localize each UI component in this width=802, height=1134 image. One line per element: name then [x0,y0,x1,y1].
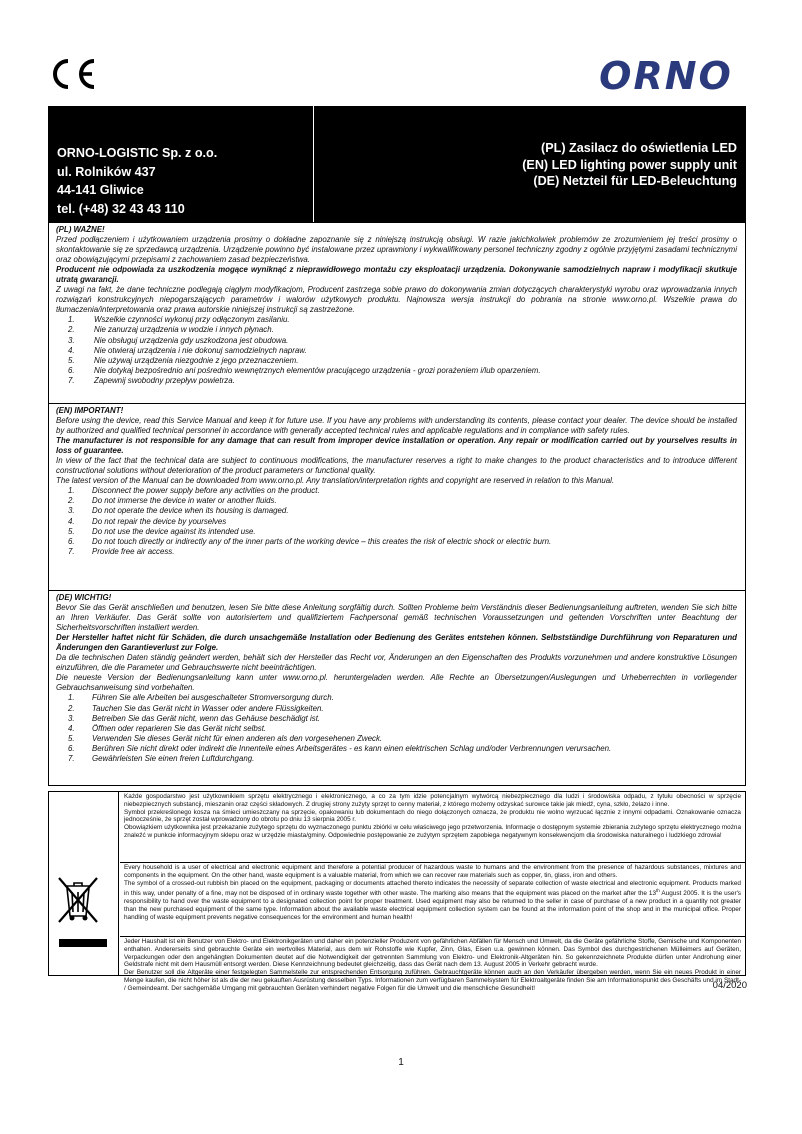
section-en-intro: Before using the device, read this Service Manual and keep it for future use. If you have any problems with understanding its contents, please contact your dealer. The device should be installed by authorized and qualified technical personnel in accordance with generally accepted technical rules and applicable regulations and in compliance with safety rules. [56,416,737,436]
company-city: 44-141 Gliwice [57,183,144,197]
weee-en-p1: Every household is a user of electrical and electronic equipment and therefore a potential producer of hazardous waste to humans and the environment from the presence of hazardous substances, mixtures and components in the equipment. On the other hand, waste equipment is a valuable material, from which we can recover raw materials such as copper, tin, glass, iron and others. [124,864,741,879]
section-de-warning: Der Hersteller haftet nicht für Schäden, die durch unsachgemäße Installation oder Bedienung des Gerätes entstehen können. Selbstständige Durchführung von Reparaturen und Änderungen den Garantieverlust zur Folge. [56,633,737,653]
section-pl [49,222,745,403]
list-item: 3. Betreiben Sie das Gerät nicht, wenn das Gehäuse beschädigt ist. [68,713,321,723]
list-item: 2. Nie zanurzaj urządzenia w wodzie i innych płynach. [68,325,274,335]
section-en [49,403,745,590]
list-item: 1. Führen Sie alle Arbeiten bei ausgeschalteter Stromversorgung durch. [68,693,334,703]
svg-text:ORNO: ORNO [599,54,733,98]
weee-en-p2: The symbol of a crossed-out rubbish bin placed on the equipment, packaging or documents attached thereto indicates the necessity of separate collection of waste electrical and electronic equipment. Products marked in this way, under penalty of a fine, may not be disposed of in ordinary waste together with other waste. The marking also means that the equipment was placed on the market after the 13th August 2005. It is the user's responsibility to hand over the waste equipment to a designated collection point for proper treatment. Used equipment may also be returned to the seller in case of purchase of a new product in a quantity not greater than the new purchased equipment of the same type. Information about the available waste electrical equipment collection system can be found at the information point of the shop and in the municipal office. Proper handling of waste equipment prevents negative consequences for the environment and human health! [124,879,741,921]
section-de-intro: Bevor Sie das Gerät anschließen und benutzen, lesen Sie bitte diese Anleitung sorgfältig durch. Sollten Probleme beim Verständnis dieser Bedienungsanleitung auftreten, wenden Sie sich bitte an Ihren Verkäufer. Das Gerät sollte von autorisiertem und qualifiziertem Fachpersonal gemäß technischen Voraussetzungen und geltenden Vorschriften unter Beachtung der Sicherheitsvorschriften installiert werden. [56,603,737,633]
section-pl-list [56,315,737,385]
product-title-de: (DE) Netzteil für LED-Beleuchtung [533,174,737,188]
document-date: 04/2020 [712,980,747,991]
list-item: 6. Berühren Sie nicht direkt oder indirekt die Innenteile eines Arbeitsgerätes - es kann einen elektrischen Schlag und/oder Verbrennungen verursachen. [68,743,612,753]
page-number: 1 [398,1057,404,1068]
weee-pl-p1: Każde gospodarstwo jest użytkownikiem sprzętu elektrycznego i elektronicznego, a co za tym idzie potencjalnym wytwórcą niebezpiecznego dla ludzi i środowiska odpadu, z tytułu obecności w sprzęcie niebezpiecznych substancji, mieszanin oraz części składowych. Z drugiej strony zużyty sprzęt to cenny materiał, z którego możemy odzyskać surowce takie jak miedź, cyna, szkło, żelazo i inne. [124,793,741,808]
list-item: 6. Nie dotykaj bezpośrednio ani pośrednio wewnętrznych elementów pracującego urządzenia - grozi porażeniem i/lub oparzeniem. [68,365,541,375]
list-item: 3. Do not operate the device when its housing is damaged. [68,506,289,516]
orno-logo [586,56,746,96]
product-title-en: (EN) LED lighting power supply unit [522,157,737,172]
section-de-list [56,693,737,763]
company-info [57,144,217,218]
list-item: 7. Gewährleisten Sie einen freien Luftdurchgang. [68,753,255,763]
header-block [48,106,746,222]
weee-pl-p3: Obowiązkiem użytkownika jest przekazanie zużytego sprzętu do wyznaczonego punktu zbiórki w celu właściwego jego przetworzenia. Informacje o dostępnym systemie zbierania zużytego sprzętu elektrycznego można znaleźć w punkcie informacyjnym sklepu oraz w urzędzie miasta/gminy. Odpowiednie postępowanie ze zużytym sprzętem zapobiega negatywnym konsekwencjom dla środowiska naturalnego i ludzkiego zdrowia! [124,824,741,839]
company-name: ORNO-LOGISTIC Sp. z o.o. [57,146,218,160]
section-en-list [56,486,737,556]
product-title-pl: (PL) Zasilacz do oświetlenia LED [541,141,737,155]
section-pl-notice: Z uwagi na fakt, że dane techniczne podlegają ciągłym modyfikacjom, Producent zastrzega sobie prawo do dokonywania zmian dotyczących charakterystyki wyrobu oraz wprowadzania innych rozwiązań konstrukcyjnych niepogarszających parametrów i walorów użytkowych produktu. Najnowsza wersja instrukcji do pobrania na stronie www.orno.pl. Wszelkie prawa do tłumaczenia/interpretowania oraz prawa autorskie niniejszej instrukcji są zastrzeżone. [56,285,737,315]
list-item: 5. Verwenden Sie dieses Gerät nicht für einen anderen als den vorgesehenen Zweck. [68,733,383,743]
safety-sections [48,222,746,786]
list-item: 4. Öffnen oder reparieren Sie das Gerät nicht selbst. [68,723,267,733]
section-pl-title: (PL) WAŻNE! [56,225,105,234]
section-de-notice: Da die technischen Daten ständig geändert werden, behält sich der Hersteller das Recht vor, Änderungen an den Eigenschaften des Produkts vorzunehmen und andere konstruktive Lösungen einzuführen, die die Parameter und Gebrauchswerte nicht beeinträchtigen. [56,653,737,673]
section-en-notice: In view of the fact that the technical data are subject to continuous modifications, the manufacturer reserves a right to make changes to the product characteristics and to introduce different constructional solutions without deterioration of the product parameters or functional quality. [56,456,737,476]
weee-de-p1: Jeder Haushalt ist ein Benutzer von Elektro- und Elektronikgeräten und daher ein potenzieller Produzent von gefährlichen Abfällen für Mensch und Umwelt, da die Geräte gefährliche Stoffe, Gemische und Komponenten enthalten. Andererseits sind gebrauchte Geräte ein wertvolles Material, aus dem wir Rohstoffe wie Kupfer, Zinn, Glas, Eisen u.a. gewinnen können. Das Symbol des durchgestrichenen Mülleimers auf Geräten, Verpackungen oder den angehängten Dokumenten deutet auf die Notwendigkeit der getrennten Sammlung von Elektro- und Elektronik-Altgeräten hin. So gekennzeichnete Produkte dürfen unter Androhung einer Geldstrafe nicht mit dem Hausmüll entsorgt werden. Diese Kennzeichnung bedeutet gleichzeitig, dass das Gerät nach dem 13. August 2005 in Verkehr gebracht wurde. [124,938,741,969]
section-de [49,590,745,785]
list-item: 3. Nie obsługuj urządzenia gdy uszkodzona jest obudowa. [68,335,289,345]
list-item: 1. Wszelkie czynności wykonuj przy odłączonym zasilaniu. [68,315,290,325]
weee-pl-p2: Symbol przekreślonego kosza na śmieci umieszczany na sprzęcie, opakowaniu lub dokumentach do niego dołączonych oznacza, że produktu nie wolno wyrzucać łącznie z innymi odpadami. Oznakowanie oznacza jednocześnie, że sprzęt został wprowadzony do obrotu po dniu 13 sierpnia 2005 r. [124,808,741,824]
list-item: 4. Nie otwieraj urządzenia i nie dokonuj samodzielnych napraw. [68,345,307,355]
header-divider [313,106,314,222]
section-pl-warning: Producent nie odpowiada za uszkodzenia mogące wyniknąć z nieprawidłowego montażu czy eksploatacji urządzenia. Dokonywanie samodzielnych napraw i modyfikacji skutkuje utratą gwarancji. [56,265,737,285]
list-item: 2. Tauchen Sie das Gerät nicht in Wasser oder andere Flüssigkeiten. [68,703,324,713]
section-pl-intro: Przed podłączeniem i użytkowaniem urządzenia prosimy o dokładne zapoznanie się z niniejszą instrukcją obsługi. W razie jakichkolwiek problemów ze zrozumieniem jej treści prosimy o skontaktowanie się ze sprzedawcą urządzenia. Urządzenie powinno być instalowane przez uprawniony i wykwalifikowany personel techniczny zgodny z ogólnie przyjętymi zasadami technicznymi oraz obowiązującymi przepisami z zachowaniem zasad bezpieczeństwa. [56,235,737,265]
company-phone: tel. (+48) 32 43 43 110 [57,201,185,216]
section-en-download: The latest version of the Manual can be downloaded from www.orno.pl. Any translation/interpretation rights and copyright are reserved in relation to this Manual. [56,476,615,486]
list-item: 5. Do not use the device against its intended use. [68,526,256,536]
section-de-download: Die neueste Version der Bedienungsanleitung kann unter www.orno.pl. heruntergeladen werden. Alle Rechte an Übersetzungen/Auslegungen und Urheberrechten in vorliegender Gebrauchsanweisung sind vorbehalten. [56,673,737,693]
list-item: 6. Do not touch directly or indirectly any of the inner parts of the working device – this creates the risk of electric shock or electric burn. [68,536,552,546]
section-de-title: (DE) WICHTIG! [56,593,112,602]
list-item: 7. Zapewnij swobodny przepływ powietrza. [68,375,235,385]
list-item: 7. Provide free air access. [68,546,175,556]
crossed-out-bin-icon [57,874,101,924]
list-item: 4. Do not repair the device by yourselves [68,516,227,526]
weee-icon-cell [49,792,119,975]
weee-de-p2: Der Benutzer soll die Altgeräte einer festgelegten Sammelstelle zur entsprechenden Entsorgung zuführen. Gebrauchtgeräte können auch an den Verkäufer übergeben werden, wenn Sie ein neues Produkt in einer Menge kaufen, die nicht höher ist als die der neu gekauften Ausrüstung desselben Typs. Informationen zum verfügbaren Sammelsystem für Elektroaltgeräte finden Sie am Informationspunkt des Geschäfts und im Stadt- / Gemeindeamt. Der sachgemäße Umgang mit gebrauchten Geräten verhindert negative Folgen für die Umwelt und die menschliche Gesundheit! [124,969,741,992]
weee-en [120,863,745,937]
list-item: 5. Nie używaj urządzenia niezgodnie z jego przeznaczeniem. [68,355,299,365]
list-item: 1. Disconnect the power supply before any activities on the product. [68,486,320,496]
product-titles [522,140,737,190]
ce-mark-icon [46,56,98,92]
section-en-title: (EN) IMPORTANT! [56,406,124,415]
bin-underline-bar [59,939,107,947]
list-item: 2. Do not immerse the device in water or another fluids. [68,496,277,506]
weee-pl [120,792,745,863]
section-en-warning: The manufacturer is not responsible for any damage that can result from improper device installation or operation. Any repair or modification carried out by yourselves results in loss of guarantee. [56,436,737,456]
company-street: ul. Rolników 437 [57,164,156,179]
